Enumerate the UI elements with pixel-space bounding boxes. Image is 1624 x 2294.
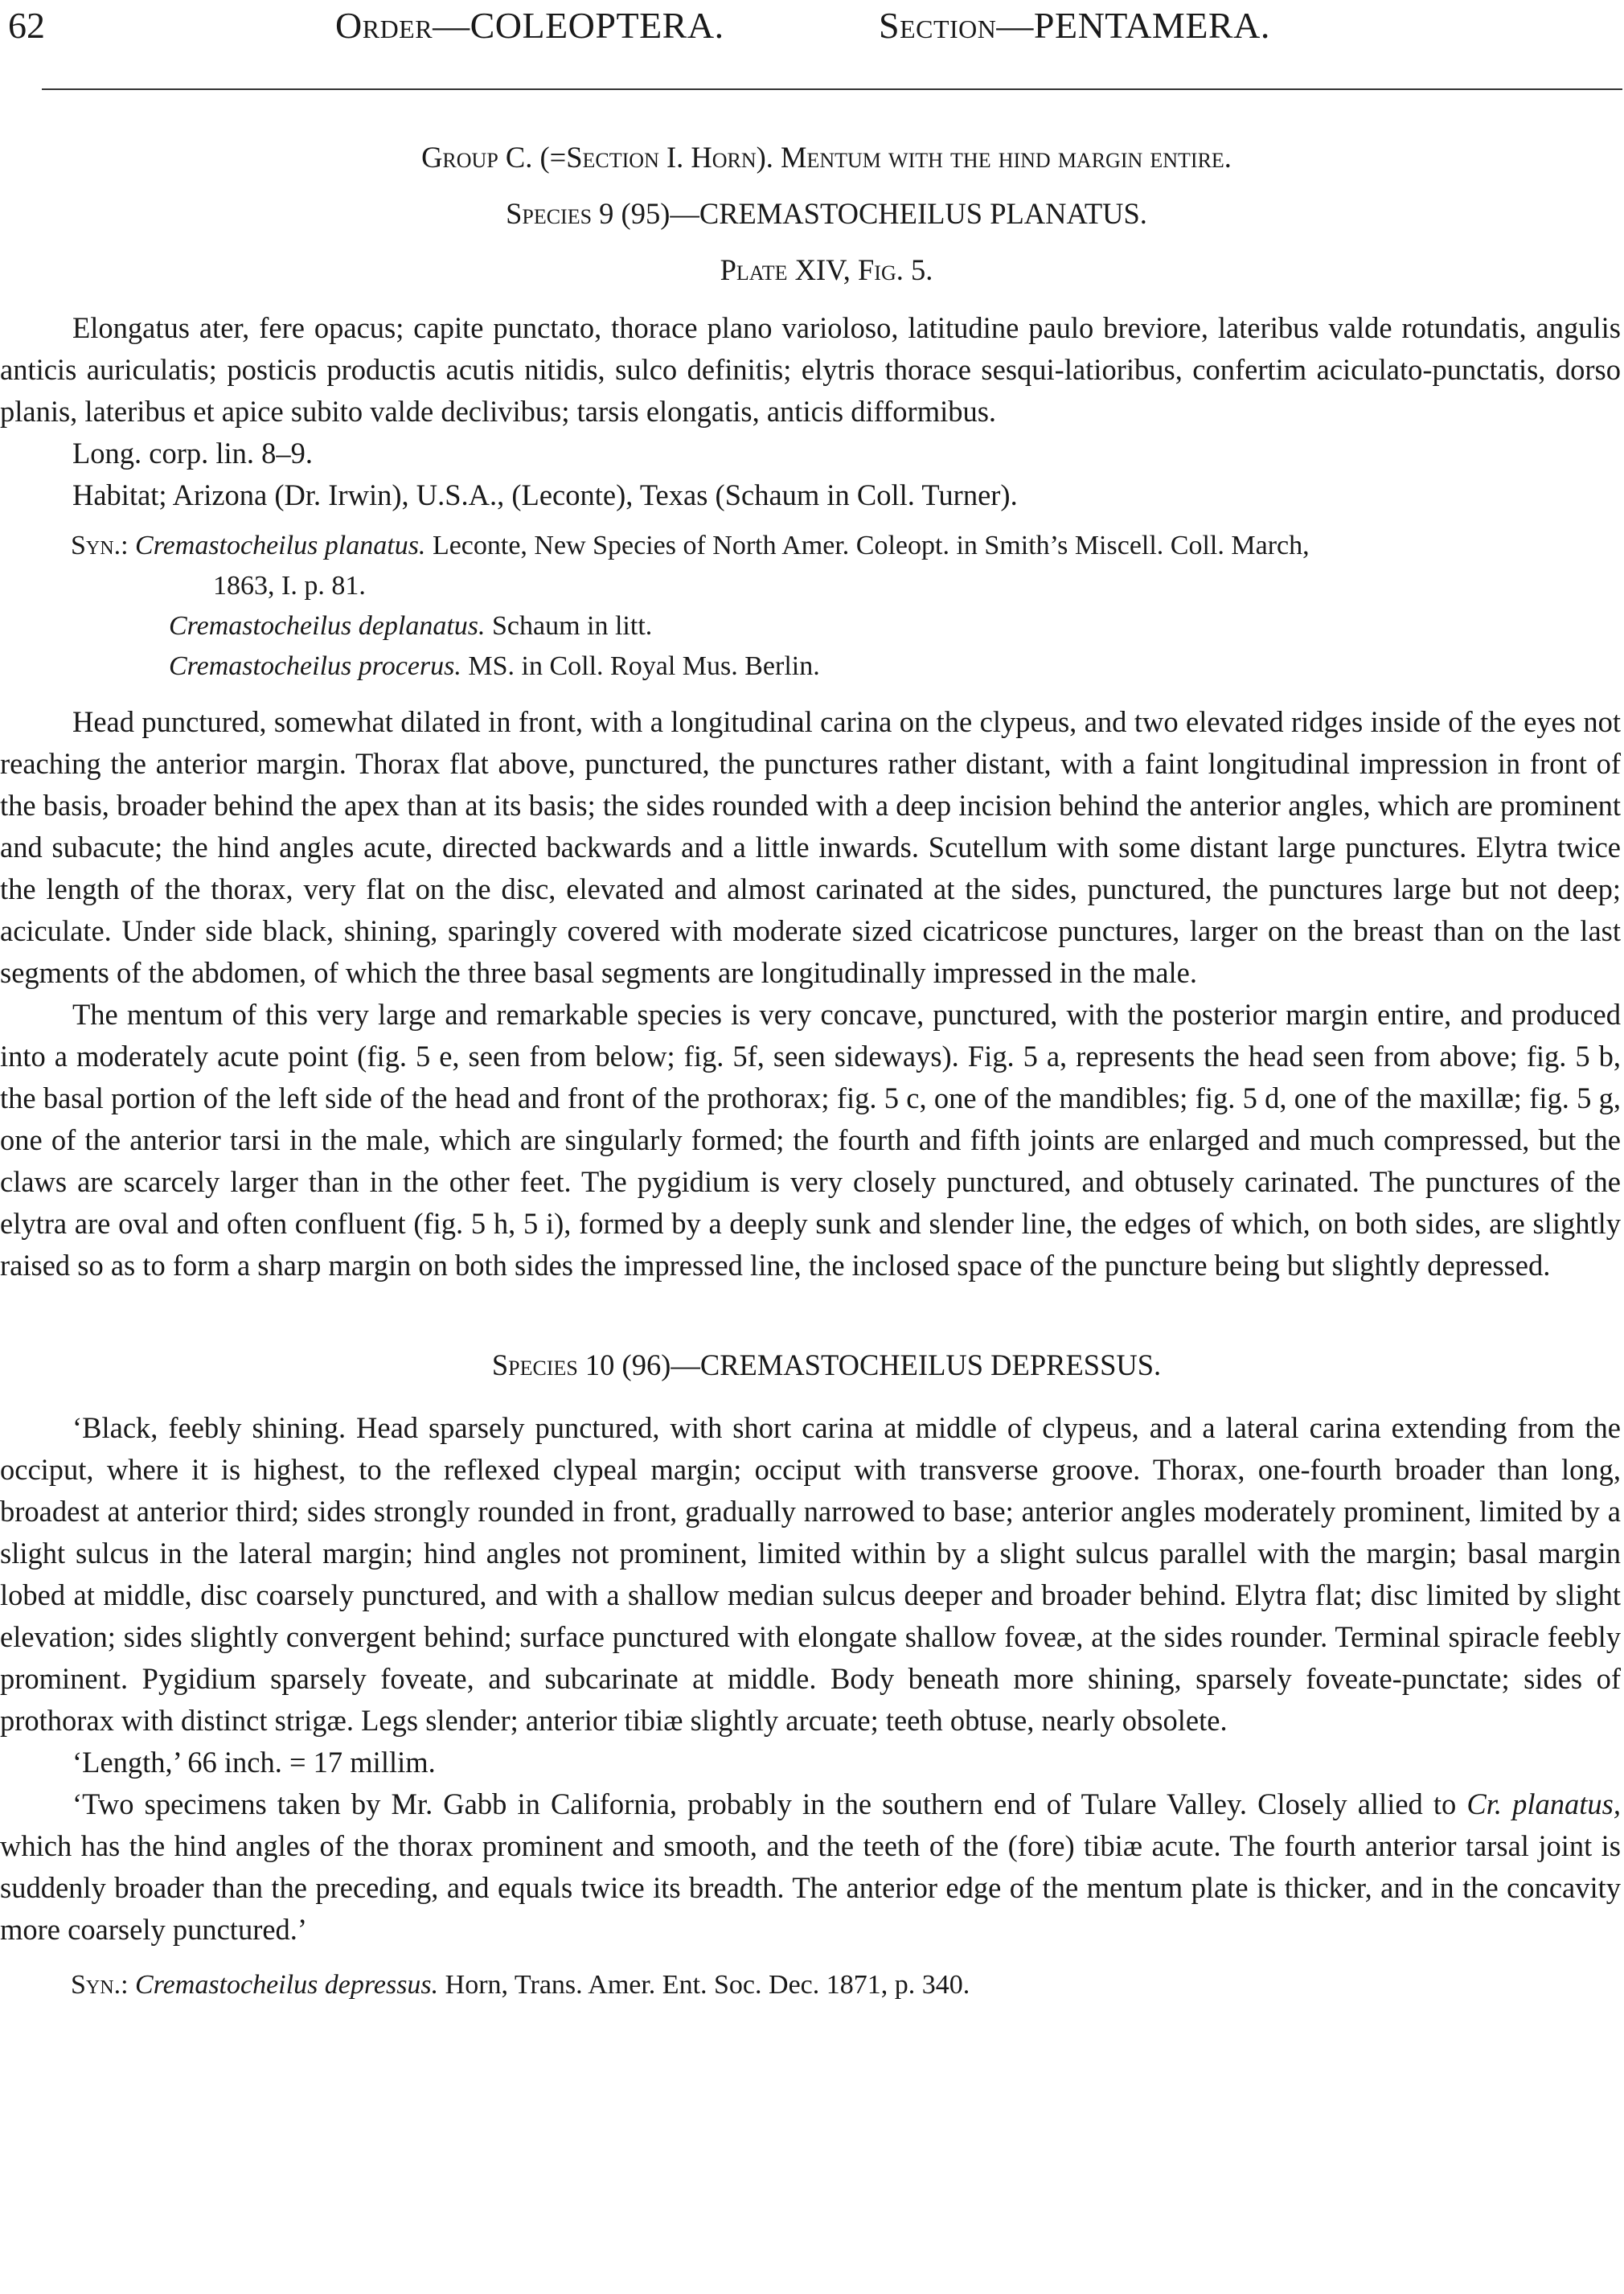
synonym-line-3	[0, 646, 1621, 687]
species-10-title: Species 10 (96)—CREMASTOCHEILUS DEPRESSUS.	[491, 1348, 1162, 1381]
synonym-name: Cremastocheilus depressus.	[135, 1970, 439, 2000]
species-10-remarks: ‘Two specimens taken by Mr. Gabb in California, probably in the southern end of Tulare Valley. Closely allied to Cr. planatus, which has the hind angles of the thorax prominent and smooth, and the teeth of the (fore) tibiæ acute. The fourth anterior tarsal joint is suddenly broader than the preceding, and equals twice its breadth. The anterior edge of the mentum plate is thicker, and in the concavity more coarsely punctured.’	[0, 1787, 1622, 1946]
running-head	[8, 2, 1616, 58]
plate-reference: Plate XIV, Fig. 5.	[720, 253, 933, 286]
species-10-length: ‘Length,’ 66 inch. = 17 millim.	[72, 1746, 436, 1779]
latin-diagnosis: Elongatus ater, fere opacus; capite punctato, thorace plano varioloso, latitudine paulo breviore, lateribus valde rotundatis, angulis anticis auriculatis; posticis productis acutis nitidis, sulco definitis; elytris thorace sesqui-latioribus, confertim aciculato-punctatis, dorso planis, lateribus et apice subito valde declivibus; tarsis elongatis, anticis difformibus.	[0, 311, 1621, 428]
synonym-label: Syn.:	[71, 531, 129, 560]
description-paragraph-1: Head punctured, somewhat dilated in front, with a longitudinal carina on the clypeus, and two elevated ridges inside of the eyes not reaching the anterior margin. Thorax flat above, punctured, the punctures rather distant, with a faint longitudinal impression in front of the basis, broader behind the apex than at its basis; the sides rounded with a deep incision behind the anterior angles, which are prominent and subacute; the hind angles acute, directed backwards and a little inwards. Scutellum with some distant large punctures. Elytra twice the length of the thorax, very flat on the disc, elevated and almost carinated at the sides, punctured, the punctures large but not deep; aciculate. Under side black, shining, sparingly covered with moderate sized cicatricose punctures, larger on the breast than on the last segments of the abdomen, of which the three basal segments are longitudinally impressed in the male.	[0, 705, 1621, 989]
synonym-name: Cremastocheilus deplanatus.	[169, 611, 486, 641]
synonym-reference: MS. in Coll. Royal Mus. Berlin.	[468, 651, 820, 681]
description-paragraph-2: The mentum of this very large and remarkable species is very concave, punctured, with the posterior margin entire, and produced into a moderately acute point (fig. 5 e, seen from below; fig. 5f, seen sideways). Fig. 5 a, represents the head seen from above; fig. 5 b, the basal portion of the left side of the head and front of the prothorax; fig. 5 c, one of the mandibles; fig. 5 d, one of the maxillæ; fig. 5 g, one of the anterior tarsi in the male, which are singularly formed; the fourth and fifth joints are enlarged and much compressed, but the claws are scarcely larger than in the other feet. The pygidium is very closely punctured, and obtusely carinated. The punctures of the elytra are oval and often confluent (fig. 5 h, 5 i), formed by a deeply sunk and slender line, the edges of which, on both sides, are slightly raised so as to form a sharp margin on both sides the impressed line, the inclosed space of the puncture being but slightly depressed.	[0, 998, 1621, 1282]
synonym-reference-continued: 1863, I. p. 81.	[213, 571, 366, 601]
header-rule	[42, 88, 1622, 90]
section-heading: Section—PENTAMERA.	[879, 5, 1270, 46]
species-9-title: Species 9 (95)—CREMASTOCHEILUS PLANATUS.	[506, 197, 1147, 230]
length-measure: Long. corp. lin. 8–9.	[72, 437, 314, 470]
habitat: Habitat; Arizona (Dr. Irwin), U.S.A., (Leconte), Texas (Schaum in Coll. Turner).	[72, 478, 1018, 511]
group-heading: Group C. (=Section I. Horn). Mentum with the hind margin entire.	[421, 141, 1232, 174]
synonym-name: Cremastocheilus planatus.	[135, 531, 426, 560]
synonym-line-1	[0, 526, 1621, 566]
page-number: 62	[8, 5, 45, 46]
synonym-reference: Schaum in litt.	[492, 611, 653, 641]
synonymy-block	[0, 526, 1621, 687]
species-name: Cr. planatus,	[1466, 1787, 1622, 1820]
order-heading: Order—COLEOPTERA.	[335, 5, 724, 46]
species-10-description: ‘Black, feebly shining. Head sparsely punctured, with short carina at middle of clypeus, and a lateral carina extending from the occiput, where it is highest, to the reflexed clypeal margin; occiput with transverse groove. Thorax, one-fourth broader than long, broadest at anterior third; sides strongly rounded in front, gradually narrowed to base; anterior angles moderately prominent, limited by a slight sulcus in the lateral margin; hind angles not prominent, limited within by a slight sulcus parallel with the margin; basal margin lobed at middle, disc coarsely punctured, and with a shallow median sulcus deeper and broader behind. Elytra flat; disc limited by slight elevation; sides slightly convergent behind; surface punctured with elongate shallow foveæ, at the sides rounder. Terminal spiracle feebly prominent. Pygidium sparsely foveate, and subcarinate at middle. Body beneath more shining, sparsely foveate-punctate; sides of prothorax with distinct strigæ. Legs slender; anterior tibiæ slightly arcuate; teeth obtuse, nearly obsolete.	[0, 1411, 1621, 1737]
synonym-label: Syn.:	[71, 1970, 129, 2000]
page-body	[0, 137, 1621, 2005]
synonym-reference: Leconte, New Species of North Amer. Coleopt. in Smith’s Miscell. Coll. March,	[432, 531, 1310, 560]
synonym-name: Cremastocheilus procerus.	[169, 651, 461, 681]
synonym-line-2	[0, 606, 1621, 646]
species-10-synonymy	[0, 1965, 1621, 2005]
synonym-reference: Horn, Trans. Amer. Ent. Soc. Dec. 1871, p. 340.	[445, 1970, 970, 2000]
